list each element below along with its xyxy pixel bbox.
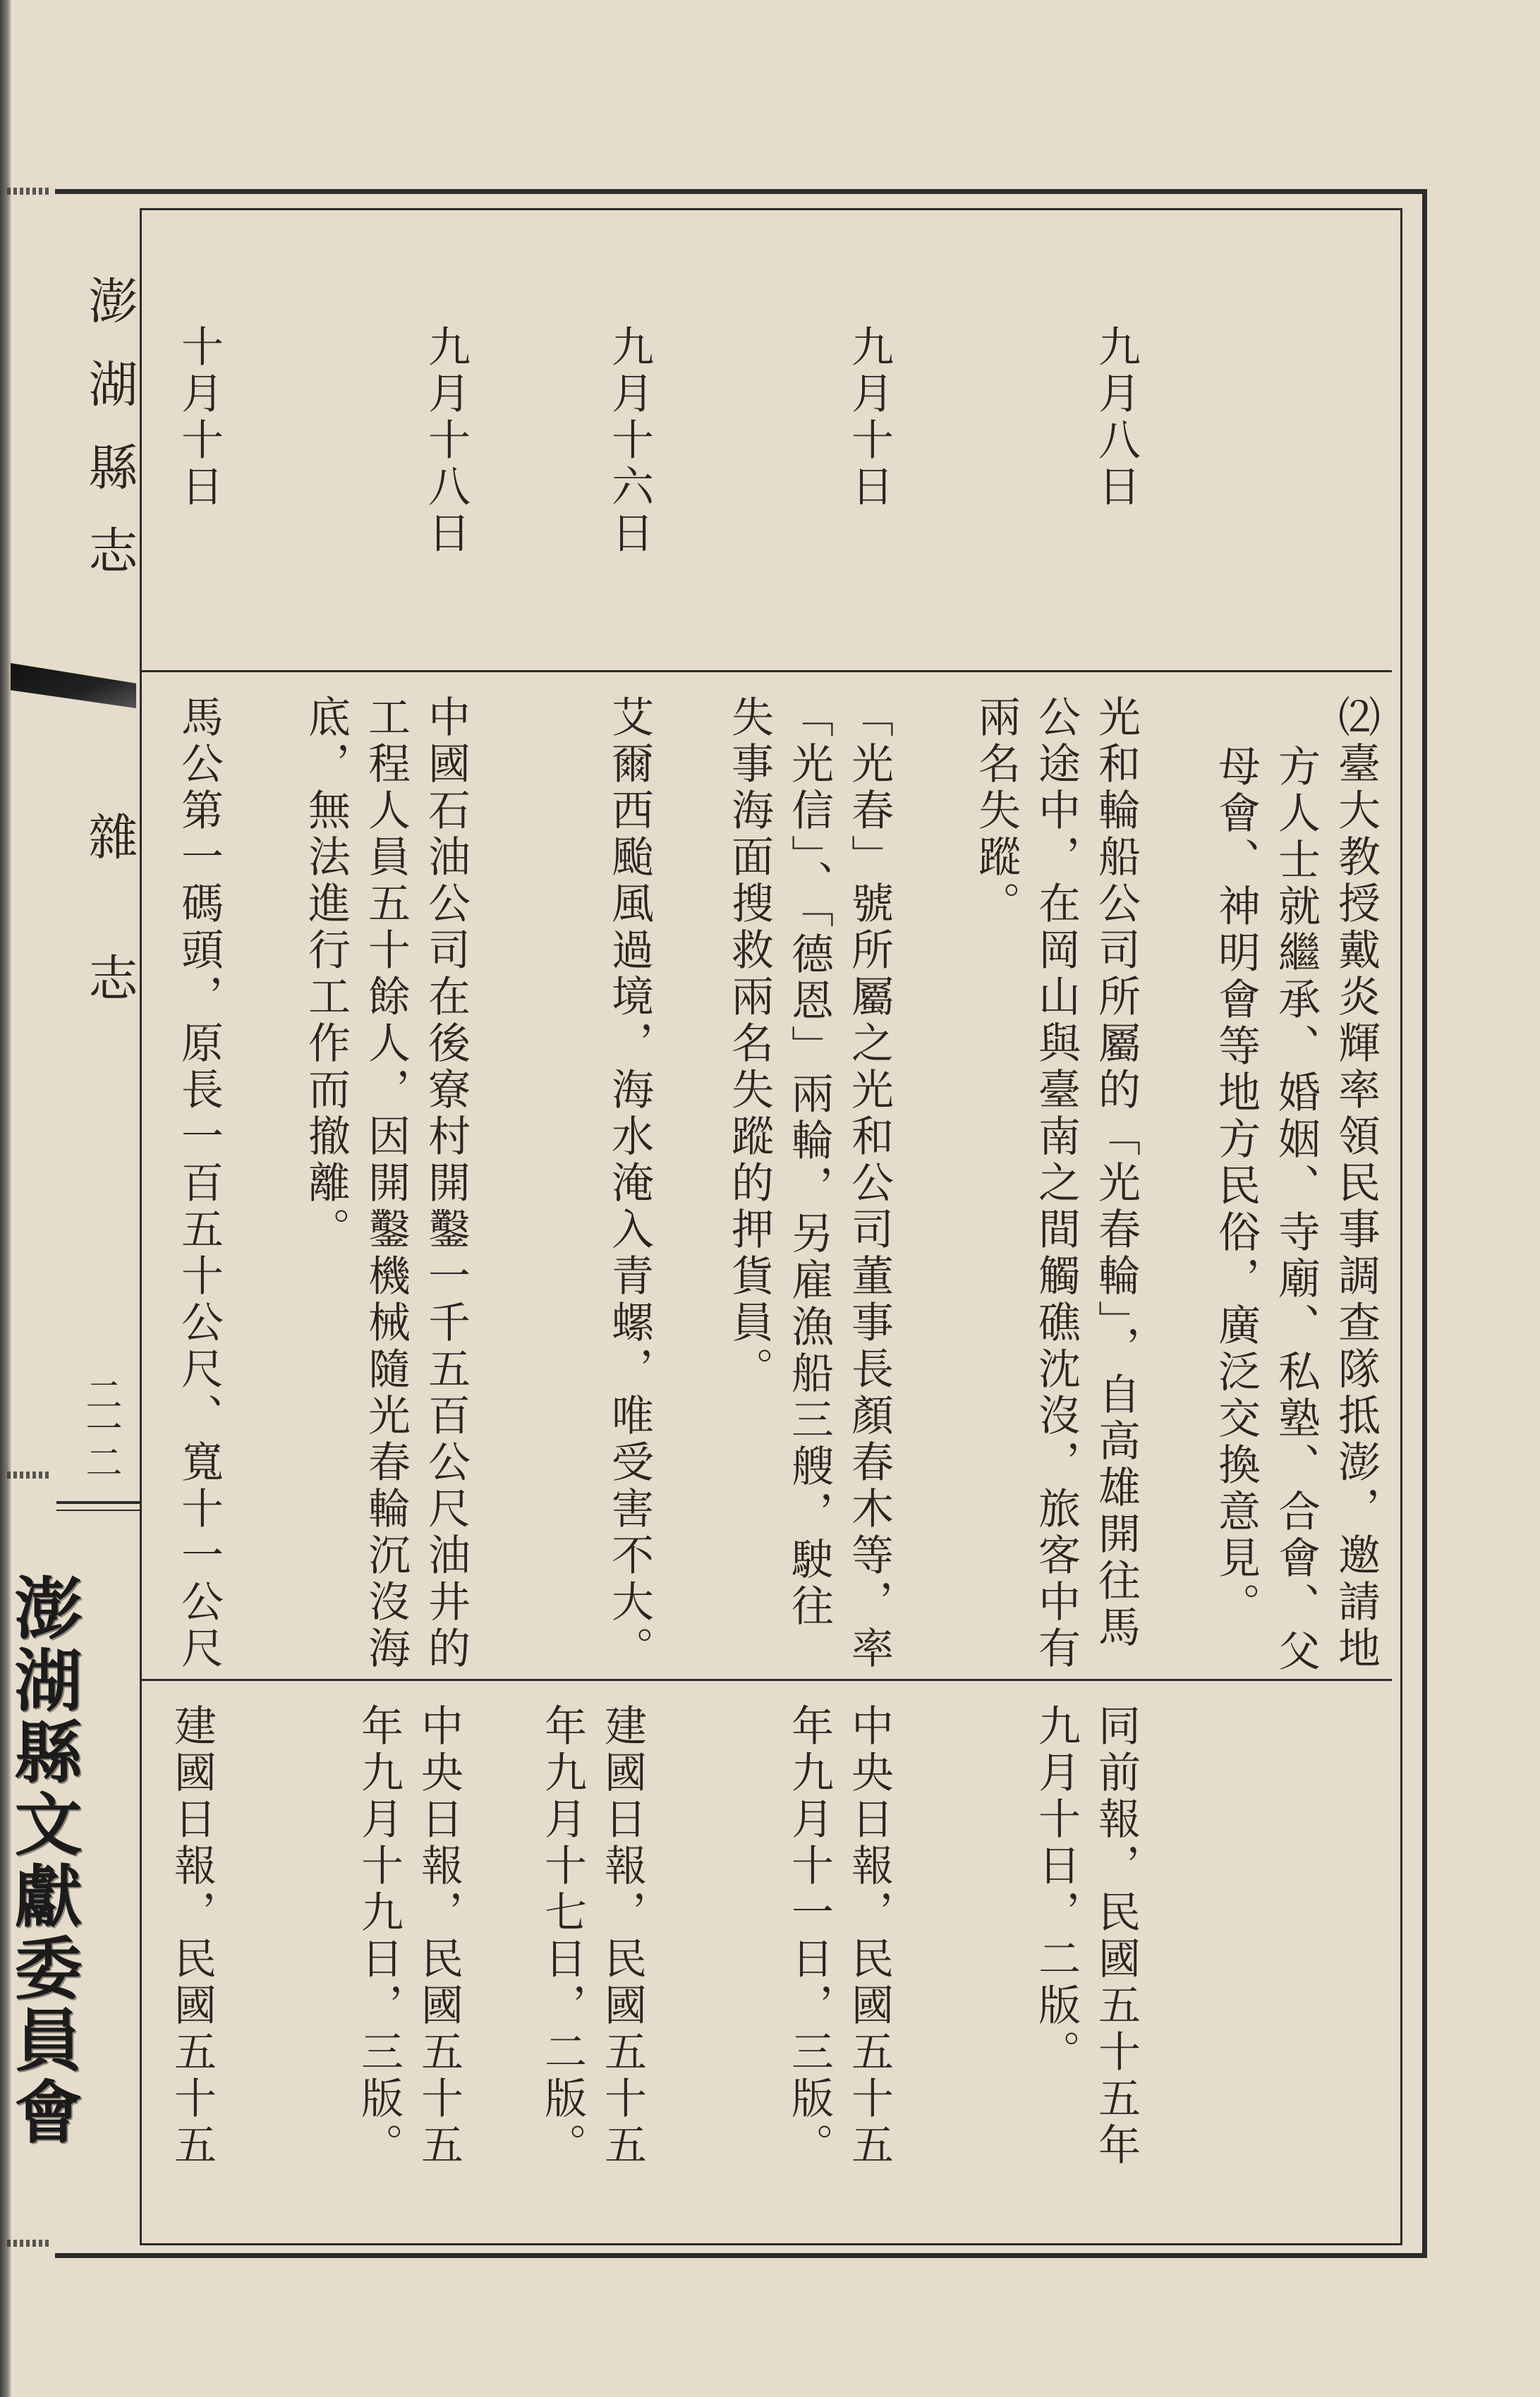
source-line: 中央日報，民國五十五 [414, 1704, 463, 2169]
event-line: 艾爾西颱風過境，海水淹入青螺，唯受害不大。 [605, 695, 654, 1673]
event-line: 失事海面搜救兩名失蹤的押貨員。 [724, 695, 774, 1393]
divider-date-event [140, 670, 1392, 672]
publisher-name: 澎湖縣文獻委員會 [4, 1573, 83, 2149]
source-line: 年九月十七日，二版。 [538, 1704, 587, 2169]
event-line: 母會、神明會等地方民俗，廣泛交換意見。 [1211, 744, 1261, 1629]
event-line: 馬公第一碼頭，原長一百五十公尺、寬十一公尺 [174, 695, 224, 1673]
gutter-mark [7, 188, 49, 195]
gutter-mark [7, 2240, 49, 2247]
event-line: 「光春」號所屬之光和公司董事長顏春木等，率 [844, 695, 894, 1673]
page-number: 二一二 [79, 1376, 121, 1477]
event-line: 方人士就繼承、婚姻、寺廟、私塾、合會、父 [1271, 744, 1321, 1675]
event-line: 光和輪船公司所屬的「光春輪」，自高雄開往馬 [1091, 695, 1141, 1651]
source-line: 中央日報，民國五十五 [844, 1704, 894, 2169]
gutter-mark [7, 1471, 49, 1479]
event-line: 兩名失蹤。 [971, 695, 1021, 928]
event-line: ⑵臺大教授戴炎輝率領民事調查隊抵澎，邀請地 [1331, 695, 1381, 1673]
entry-date: 九月八日 [1091, 324, 1141, 511]
entry-date: 九月十六日 [605, 324, 654, 557]
section-title: 雜 志 [80, 811, 138, 1023]
event-line: 「光信」、「德恩」兩輪，另雇漁船三艘，駛往 [784, 695, 834, 1630]
event-line: 工程人員五十餘人，因開鑿機械隨光春輪沉沒海 [361, 695, 411, 1673]
source-line: 同前報，民國五十五年 [1091, 1704, 1141, 2169]
book-title: 澎湖縣志 [80, 275, 138, 608]
divider-event-source [140, 1679, 1392, 1681]
event-line: 底，無法進行工作而撤離。 [301, 695, 351, 1254]
margin-rule [56, 1510, 140, 1511]
event-line: 公途中，在岡山與臺南之間觸礁沈沒，旅客中有 [1031, 695, 1081, 1673]
entry-date: 九月十日 [844, 324, 894, 511]
source-line: 年九月十一日，三版。 [784, 1704, 834, 2169]
entry-date: 十月十日 [174, 324, 224, 511]
entry-date: 九月十八日 [421, 324, 471, 557]
margin-rule [56, 1501, 140, 1504]
event-line: 中國石油公司在後寮村開鑿一千五百公尺油井的 [421, 695, 471, 1673]
source-line: 建國日報，民國五十五 [167, 1704, 217, 2169]
source-line: 建國日報，民國五十五 [598, 1704, 647, 2169]
source-line: 年九月十九日，三版。 [354, 1704, 404, 2169]
source-line: 九月十日，二版。 [1031, 1704, 1081, 2076]
